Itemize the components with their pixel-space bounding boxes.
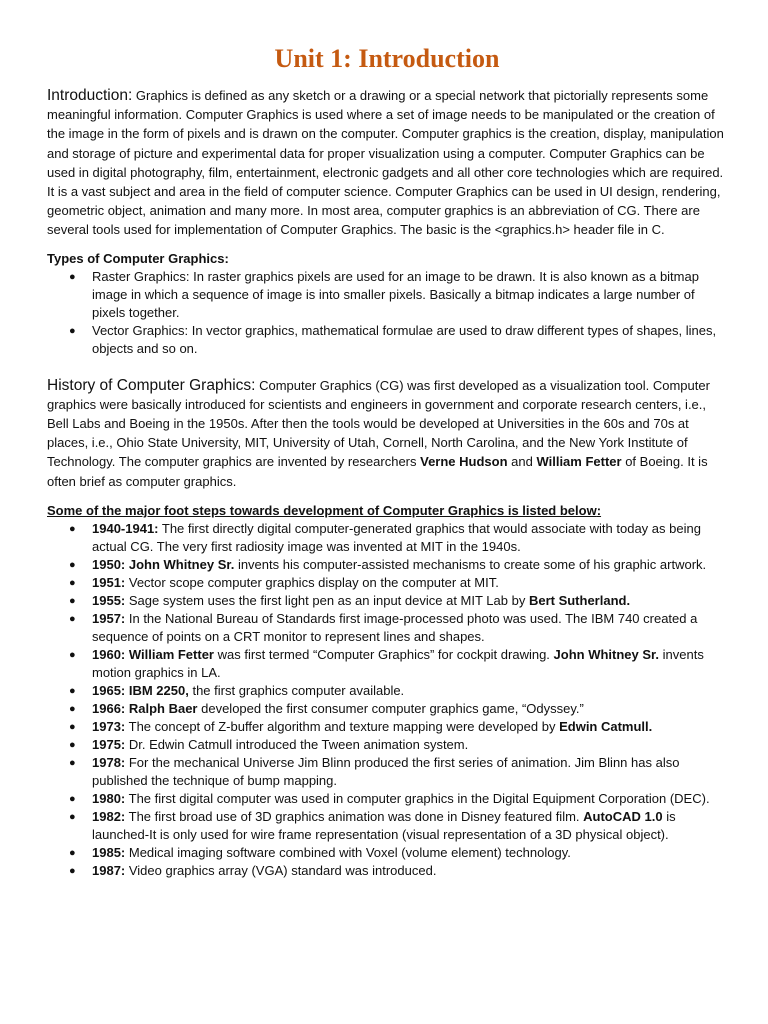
milestone-item bbox=[47, 646, 727, 682]
milestone-text: is launched-It is only used for wire frame representation (visual representation of a 3D physical object). bbox=[92, 808, 676, 842]
bullet-icon: ● bbox=[69, 864, 76, 877]
bullet-icon: ● bbox=[69, 720, 76, 733]
inventor-name: William Fetter bbox=[536, 454, 622, 470]
milestones-list bbox=[47, 520, 727, 880]
milestone-text: Medical imaging software combined with Voxel (volume element) technology. bbox=[125, 844, 571, 860]
milestone-bold-text: 1978: bbox=[92, 754, 126, 770]
milestone-item bbox=[47, 790, 727, 808]
milestone-text: Sage system uses the first light pen as an input device at MIT Lab by bbox=[125, 592, 529, 608]
milestone-item bbox=[47, 718, 727, 736]
milestone-item bbox=[47, 592, 727, 610]
bullet-icon: ● bbox=[69, 648, 76, 661]
bullet-icon: ● bbox=[69, 558, 76, 571]
milestone-bold-text: 1975: bbox=[92, 736, 126, 752]
milestone-bold-text: AutoCAD 1.0 bbox=[583, 808, 663, 824]
introduction-heading: Introduction: bbox=[47, 87, 133, 104]
milestone-text: The first directly digital computer-generated graphics that would associate with today as being actual CG. The very first radiosity image was invented at MIT in the 1940s. bbox=[92, 520, 701, 554]
bullet-icon: ● bbox=[69, 846, 76, 859]
milestone-bold-text: 1957: bbox=[92, 610, 126, 626]
milestone-item bbox=[47, 844, 727, 862]
milestone-text: invents motion graphics in LA. bbox=[92, 646, 704, 680]
introduction-text: Graphics is defined as any sketch or a drawing or a special network that pictorially represents some meaningful information. Computer Graphics is used where a set of image needs to be manipulated or the creation of the image in the form of pixels and is drawn on the computer. Computer graphics is the creation, display, manipulation and storage of picture and experimental data for proper visualization using a computer. Computer Graphics can be used in digital photography, film, entertainment, electronic gadgets and all other core technologies which are required. It is a vast subject and area in the field of computer science. Computer Graphics can be used in UI design, rendering, geometric object, animation and many more. In most area, computer graphics is an abbreviation of CG. There are several tools used for implementation of Computer Graphics. The basic is the <graphics.h> header file in C. bbox=[47, 88, 724, 238]
milestone-text: Vector scope computer graphics display on the computer at MIT. bbox=[125, 574, 499, 590]
milestone-text: invents his computer-assisted mechanisms to create some of his graphic artwork. bbox=[234, 556, 707, 572]
milestone-text: The first digital computer was used in computer graphics in the Digital Equipment Corporation (DEC). bbox=[125, 790, 710, 806]
milestone-bold-text: 1951: bbox=[92, 574, 126, 590]
bullet-icon: ● bbox=[69, 756, 76, 769]
milestone-text: In the National Bureau of Standards first image-processed photo was used. The IBM 740 created a sequence of points on a CRT monitor to represent lines and shapes. bbox=[92, 610, 698, 644]
list-item: ● Vector Graphics: In vector graphics, mathematical formulae are used to draw different types of shapes, lines, objects and so on. bbox=[69, 323, 717, 357]
milestone-text: Video graphics array (VGA) standard was introduced. bbox=[125, 862, 437, 878]
types-list bbox=[47, 268, 727, 359]
milestone-bold-text: 1980: bbox=[92, 790, 126, 806]
milestone-item bbox=[47, 610, 727, 646]
history-heading: History of Computer Graphics: bbox=[47, 376, 256, 394]
bullet-icon: ● bbox=[69, 522, 76, 535]
milestone-item bbox=[47, 736, 727, 754]
bullet-icon: ● bbox=[69, 612, 76, 625]
document-page bbox=[47, 40, 727, 880]
milestone-bold-text: 1973: bbox=[92, 718, 126, 734]
bullet-icon: ● bbox=[69, 270, 76, 283]
history-paragraph: History of Computer Graphics: Computer Graphics (CG) was first developed as a visualization tool. Computer graphics were basically introduced for scientists and engineers in government and corporate research centers, i.e., Bell Labs and Boeing in the 1950s. After then the tools would be developed at Universities in the 60s and 70s at places, i.e., Ohio State University, MIT, University of Utah, Cornell, North Carolina, and the New York Institute of Technology. The computer graphics are invented by researchers Verne Hudson and William Fetter of Boeing. It is often brief as computer graphics. bbox=[47, 376, 710, 489]
milestone-text: The concept of Z-buffer algorithm and texture mapping were developed by bbox=[125, 718, 560, 734]
milestone-bold-text: 1940-1941: bbox=[92, 520, 159, 536]
introduction-paragraph bbox=[47, 86, 727, 240]
list-item: ● Raster Graphics: In raster graphics pixels are used for an image to be drawn. It is also known as a bitmap image in which a sequence of image is into smaller pixels. Basically a bitmap indicates a large number of pixels together. bbox=[69, 268, 699, 321]
milestone-item bbox=[47, 754, 727, 790]
milestone-bold-text: 1987: bbox=[92, 862, 126, 878]
milestone-item bbox=[47, 574, 727, 592]
milestone-item bbox=[47, 700, 727, 718]
steps-heading: Some of the major foot steps towards development of Computer Graphics is listed below: bbox=[47, 502, 602, 518]
milestone-item bbox=[47, 556, 727, 574]
milestone-item bbox=[47, 520, 727, 556]
bullet-icon: ● bbox=[69, 325, 76, 338]
milestone-text: For the mechanical Universe Jim Blinn produced the first series of animation. Jim Blinn has also published the technique of bump mapping. bbox=[92, 754, 680, 788]
milestone-bold-text: Edwin Catmull. bbox=[559, 718, 653, 734]
bullet-icon: ● bbox=[69, 594, 76, 607]
milestone-bold-text: 1966: Ralph Baer bbox=[92, 700, 198, 716]
milestone-bold-text: 1985: bbox=[92, 844, 126, 860]
milestone-item bbox=[47, 808, 727, 844]
milestone-bold-text: Bert Sutherland. bbox=[528, 592, 631, 608]
milestone-bold-text: 1960: William Fetter bbox=[92, 646, 214, 662]
bullet-icon: ● bbox=[69, 576, 76, 589]
milestone-bold-text: 1950: John Whitney Sr. bbox=[92, 556, 235, 572]
milestone-bold-text: 1955: bbox=[92, 592, 126, 608]
bullet-icon: ● bbox=[69, 684, 76, 697]
milestone-text: Dr. Edwin Catmull introduced the Tween animation system. bbox=[125, 736, 469, 752]
bullet-icon: ● bbox=[69, 702, 76, 715]
types-heading: Types of Computer Graphics: bbox=[47, 250, 229, 266]
milestone-bold-text: 1982: bbox=[92, 808, 126, 824]
bullet-icon: ● bbox=[69, 792, 76, 805]
milestone-bold-text: John Whitney Sr. bbox=[553, 646, 660, 662]
milestone-text: The first broad use of 3D graphics animation was done in Disney featured film. bbox=[125, 808, 584, 824]
milestone-text: the first graphics computer available. bbox=[188, 682, 405, 698]
bullet-icon: ● bbox=[69, 810, 76, 823]
milestone-text: developed the first consumer computer graphics game, “Odyssey.” bbox=[197, 700, 584, 716]
milestone-bold-text: 1965: IBM 2250, bbox=[92, 682, 189, 698]
milestone-text: was first termed “Computer Graphics” for cockpit drawing. bbox=[213, 646, 554, 662]
milestone-item bbox=[47, 682, 727, 700]
page-title: Unit 1: Introduction bbox=[274, 44, 500, 73]
inventor-name: Verne Hudson bbox=[420, 454, 508, 470]
bullet-icon: ● bbox=[69, 738, 76, 751]
milestone-item bbox=[47, 862, 727, 880]
